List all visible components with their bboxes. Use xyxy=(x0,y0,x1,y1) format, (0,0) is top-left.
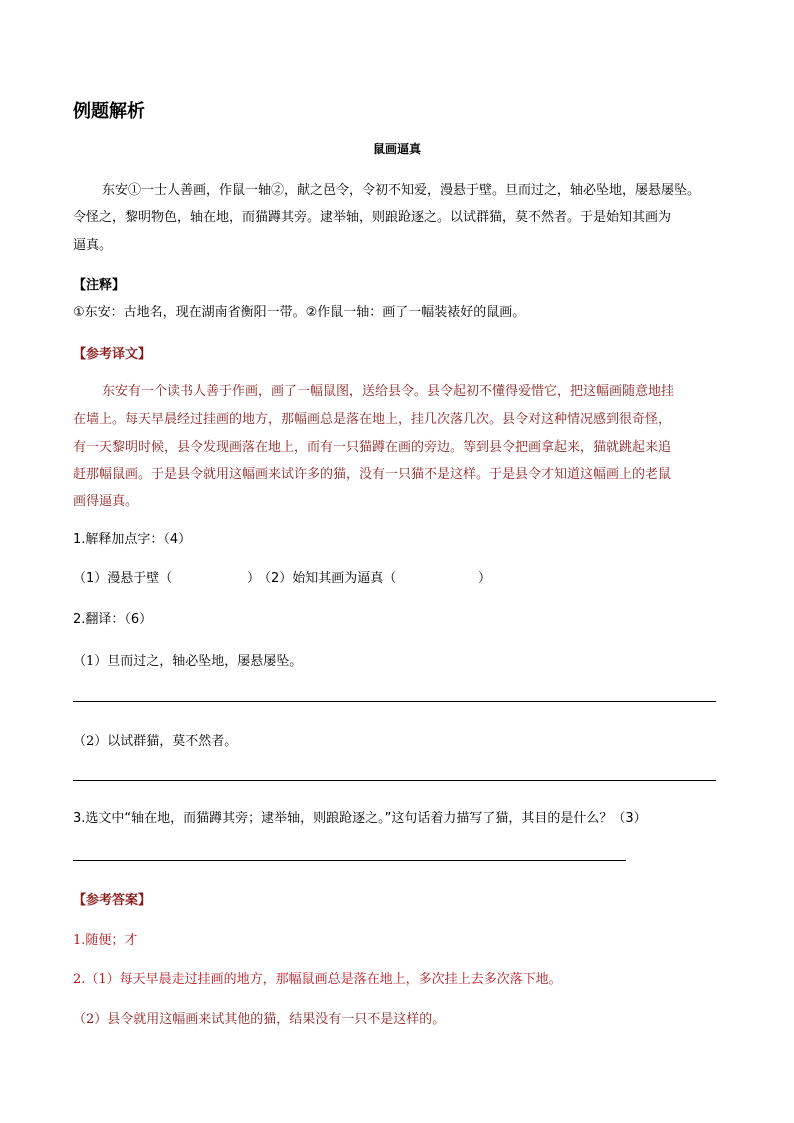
translation-label: 【参考译文】 xyxy=(73,347,152,362)
question-1-part-2: （2）始知其画为逼真（ xyxy=(258,571,397,586)
question-1-part-1-close: ） xyxy=(247,571,261,586)
question-1-stem: 1.解释加点字：（4） xyxy=(73,532,192,547)
answer-2-2: （2）县令就用这幅画来试其他的猫，结果没有一只不是这样的。 xyxy=(73,1012,446,1027)
passage-line-3: 逼真。 xyxy=(73,238,113,253)
translation-line-3: 有一天黎明时候，县令发现画落在地上，而有一只猫蹲在画的旁边。等到县令把画拿起来，猫就跳起来追 xyxy=(73,440,672,455)
section-heading: 例题解析 xyxy=(73,101,145,122)
answers-label: 【参考答案】 xyxy=(73,893,152,908)
passage-line-1: 东安①一士人善画，作鼠一轴②，献之邑令，令初不知爱，漫悬于壁。旦而过之，轴必坠地，屡悬屡坠。 xyxy=(102,183,701,198)
translation-line-2: 在墙上。每天早晨经过挂画的地方，那幅画总是落在地上，挂几次落几次。县令对这种情况感到很奇怪， xyxy=(73,412,672,427)
translation-line-1: 东安有一个读书人善于作画，画了一幅鼠图，送给县令。县令起初不懂得爱惜它，把这幅画随意地挂 xyxy=(102,384,675,399)
answer-line-2 xyxy=(73,780,716,781)
question-2-sub-2: （2）以试群猫，莫不然者。 xyxy=(73,734,238,749)
notes-label: 【注释】 xyxy=(73,278,126,293)
question-1-part-1: （1）漫悬于壁（ xyxy=(73,571,173,586)
answer-1: 1.随便；才 xyxy=(73,933,138,948)
translation-line-4: 赶那幅鼠画。于是县令就用这幅画来试许多的猫，没有一只猫不是这样。于是县令才知道这幅画上的老鼠 xyxy=(73,467,672,482)
passage-title: 鼠画逼真 xyxy=(372,142,421,156)
question-2-stem: 2.翻译：（6） xyxy=(73,612,153,627)
translation-line-5: 画得逼真。 xyxy=(73,494,139,509)
question-2-sub-1: （1）旦而过之，轴必坠地，屡悬屡坠。 xyxy=(73,654,303,669)
notes-text: ①东安：古地名，现在湖南省衡阳一带。②作鼠一轴：画了一幅装裱好的鼠画。 xyxy=(73,305,526,320)
answer-2-1: 2.（1）每天早晨走过挂画的地方，那幅鼠画总是落在地上，多次挂上去多次落下地。 xyxy=(73,972,562,987)
passage-line-2: 令怪之，黎明物色，轴在地，而猫蹲其旁。逮举轴，则踉跄逐之。以试群猫，莫不然者。于是始知其画为 xyxy=(73,210,672,225)
question-3-stem: 3.选文中“轴在地，而猫蹲其旁；逮举轴，则踉跄逐之。”这句话着力描写了猫，其目的是什么？（3） xyxy=(73,811,647,826)
answer-line-3 xyxy=(73,860,626,861)
answer-line-1 xyxy=(73,701,716,702)
question-1-part-2-close: ） xyxy=(478,571,492,586)
